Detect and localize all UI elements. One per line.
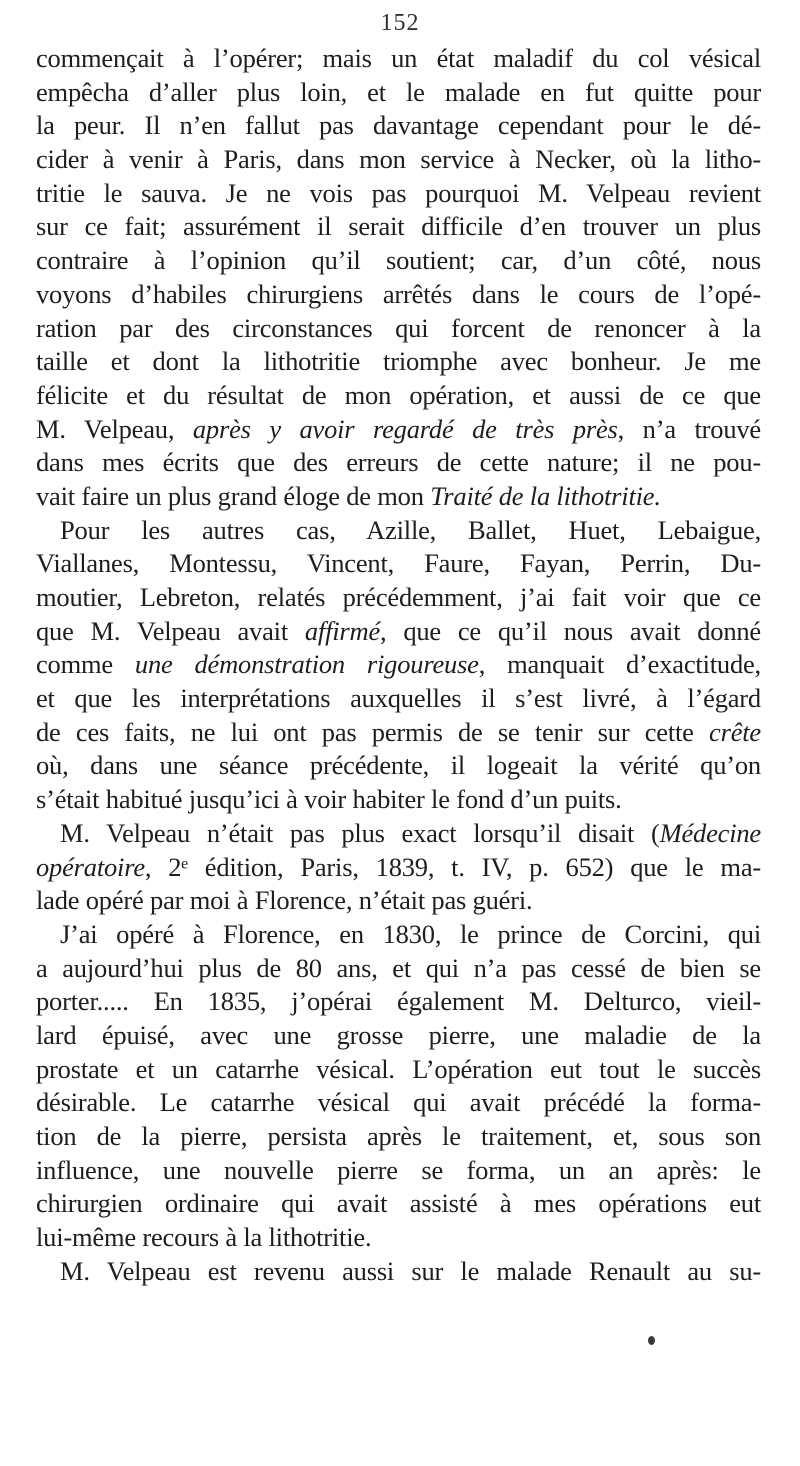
text-line bbox=[36, 109, 761, 143]
text-line bbox=[36, 413, 761, 447]
text-line bbox=[36, 1221, 761, 1255]
text-segment: Pour les autres cas, Azille, Ballet, Huet, Lebaigue, bbox=[60, 514, 761, 545]
text-line bbox=[36, 446, 761, 480]
body-text bbox=[36, 42, 761, 1288]
text-line bbox=[36, 749, 761, 783]
text-line bbox=[36, 278, 761, 312]
text-segment: , que ce qu’il nous avait donné bbox=[380, 615, 761, 646]
text-line bbox=[36, 615, 761, 649]
italic-text: crête bbox=[709, 716, 761, 747]
text-segment: a aujourd’hui plus de 80 ans, et qui n’a pas cessé de bien se bbox=[36, 952, 761, 983]
text-segment: , n’a trouvé bbox=[617, 413, 761, 444]
text-line bbox=[36, 1120, 761, 1154]
text-line bbox=[36, 1154, 761, 1188]
text-segment: commençait à l’opérer; mais un état maladif du col vésical bbox=[36, 43, 761, 73]
text-line bbox=[36, 312, 761, 346]
text-segment: désirable. Le catarrhe vésical qui avait précédé la forma- bbox=[36, 1087, 761, 1118]
text-line bbox=[36, 783, 761, 817]
text-segment: porter..... En 1835, j’opérai également M. Delturco, vieil- bbox=[36, 986, 761, 1017]
text-line bbox=[36, 952, 761, 986]
text-line bbox=[36, 884, 761, 918]
text-line bbox=[36, 985, 761, 1019]
text-segment: sur ce fait; assurément il serait difficile d’en trouver un plus bbox=[36, 211, 761, 242]
italic-text: une démonstration rigoureuse bbox=[134, 649, 479, 680]
text-segment: chirurgien ordinaire qui avait assisté à mes opérations eut bbox=[36, 1188, 761, 1219]
text-line bbox=[36, 817, 761, 851]
ink-spot bbox=[648, 1336, 655, 1345]
text-segment: félicite et du résultat de mon opération, et aussi de ce que bbox=[36, 379, 761, 410]
text-line bbox=[36, 177, 761, 211]
text-line bbox=[36, 851, 761, 885]
text-line bbox=[36, 581, 761, 615]
text-segment: tritie le sauva. Je ne vois pas pourquoi M. Velpeau revient bbox=[36, 177, 761, 208]
text-segment: s’était habitué jusqu’ici à voir habiter le fond d’un puits. bbox=[36, 784, 622, 815]
text-segment: influence, une nouvelle pierre se forma, un an après: le bbox=[36, 1154, 761, 1185]
italic-text: Traité de la lithotritie. bbox=[430, 480, 661, 511]
text-segment: que M. Velpeau avait bbox=[36, 615, 305, 646]
text-segment: lard épuisé, avec une grosse pierre, une maladie de la bbox=[36, 1019, 761, 1050]
text-segment: ration par des circonstances qui forcent de renoncer à la bbox=[36, 312, 761, 343]
text-line bbox=[36, 918, 761, 952]
text-line bbox=[36, 76, 761, 110]
text-segment: lade opéré par moi à Florence, n’était pas guéri. bbox=[36, 885, 533, 916]
text-segment: prostate et un catarrhe vésical. L’opération eut tout le succès bbox=[36, 1053, 761, 1084]
text-segment: vait faire un plus grand éloge de mon bbox=[36, 480, 431, 511]
italic-text: affirmé bbox=[304, 615, 381, 646]
text-line bbox=[36, 514, 761, 548]
text-segment: tion de la pierre, persista après le traitement, et, sous son bbox=[36, 1121, 761, 1151]
text-segment: et que les interprétations auxquelles il s’est livré, à l’égard bbox=[36, 683, 761, 714]
text-line bbox=[36, 1053, 761, 1087]
text-line bbox=[36, 244, 761, 278]
text-segment: Viallanes, Montessu, Vincent, Faure, Fayan, Perrin, Du- bbox=[36, 548, 761, 579]
text-line bbox=[36, 345, 761, 379]
text-line bbox=[36, 716, 761, 750]
text-segment: où, dans une séance précédente, il logeait la vérité qu’on bbox=[36, 750, 761, 781]
text-line bbox=[36, 1019, 761, 1053]
italic-text: opératoire bbox=[36, 851, 145, 882]
text-segment: , 2ᵉ édition, Paris, 1839, t. IV, p. 652) que le ma- bbox=[144, 851, 761, 882]
text-segment: de ces faits, ne lui ont pas permis de se tenir sur cette bbox=[36, 716, 710, 747]
text-segment: , manquait d’exactitude, bbox=[478, 649, 761, 680]
italic-text: après y avoir regardé de très près bbox=[192, 413, 618, 444]
text-segment: contraire à l’opinion qu’il soutient; car, d’un côté, nous bbox=[36, 245, 761, 276]
text-line bbox=[36, 682, 761, 716]
text-segment: empêcha d’aller plus loin, et le malade en fut quitte pour bbox=[36, 76, 761, 107]
text-line bbox=[36, 648, 761, 682]
text-segment: cider à venir à Paris, dans mon service à Necker, où la litho- bbox=[36, 144, 761, 175]
text-line bbox=[36, 1086, 761, 1120]
text-segment: lui-même recours à la lithotritie. bbox=[36, 1222, 372, 1253]
text-segment: taille et dont la lithotritie triomphe avec bonheur. Je me bbox=[36, 346, 761, 377]
text-segment: M. Velpeau est revenu aussi sur le malade Renault au su- bbox=[60, 1255, 761, 1286]
text-line bbox=[36, 210, 761, 244]
text-line bbox=[36, 143, 761, 177]
page-number: 152 bbox=[380, 10, 420, 36]
text-segment: M. Velpeau n’était pas plus exact lorsqu’il disait ( bbox=[60, 817, 660, 848]
italic-text: Médecine bbox=[659, 817, 761, 848]
text-line bbox=[36, 379, 761, 413]
text-segment: comme bbox=[36, 649, 135, 680]
text-line bbox=[36, 547, 761, 581]
text-segment: dans mes écrits que des erreurs de cette nature; il ne pou- bbox=[36, 447, 761, 478]
text-line bbox=[36, 480, 761, 514]
text-line bbox=[36, 1255, 761, 1289]
text-segment: moutier, Lebreton, relatés précédemment, j’ai fait voir que ce bbox=[36, 582, 761, 612]
text-segment: voyons d’habiles chirurgiens arrêtés dans le cours de l’opé- bbox=[36, 278, 761, 309]
text-segment: J’ai opéré à Florence, en 1830, le prince de Corcini, qui bbox=[60, 918, 761, 949]
text-line bbox=[36, 1187, 761, 1221]
text-segment: la peur. Il n’en fallut pas davantage cependant pour le dé- bbox=[36, 110, 761, 141]
text-segment: M. Velpeau, bbox=[36, 413, 193, 444]
text-line bbox=[36, 42, 761, 76]
